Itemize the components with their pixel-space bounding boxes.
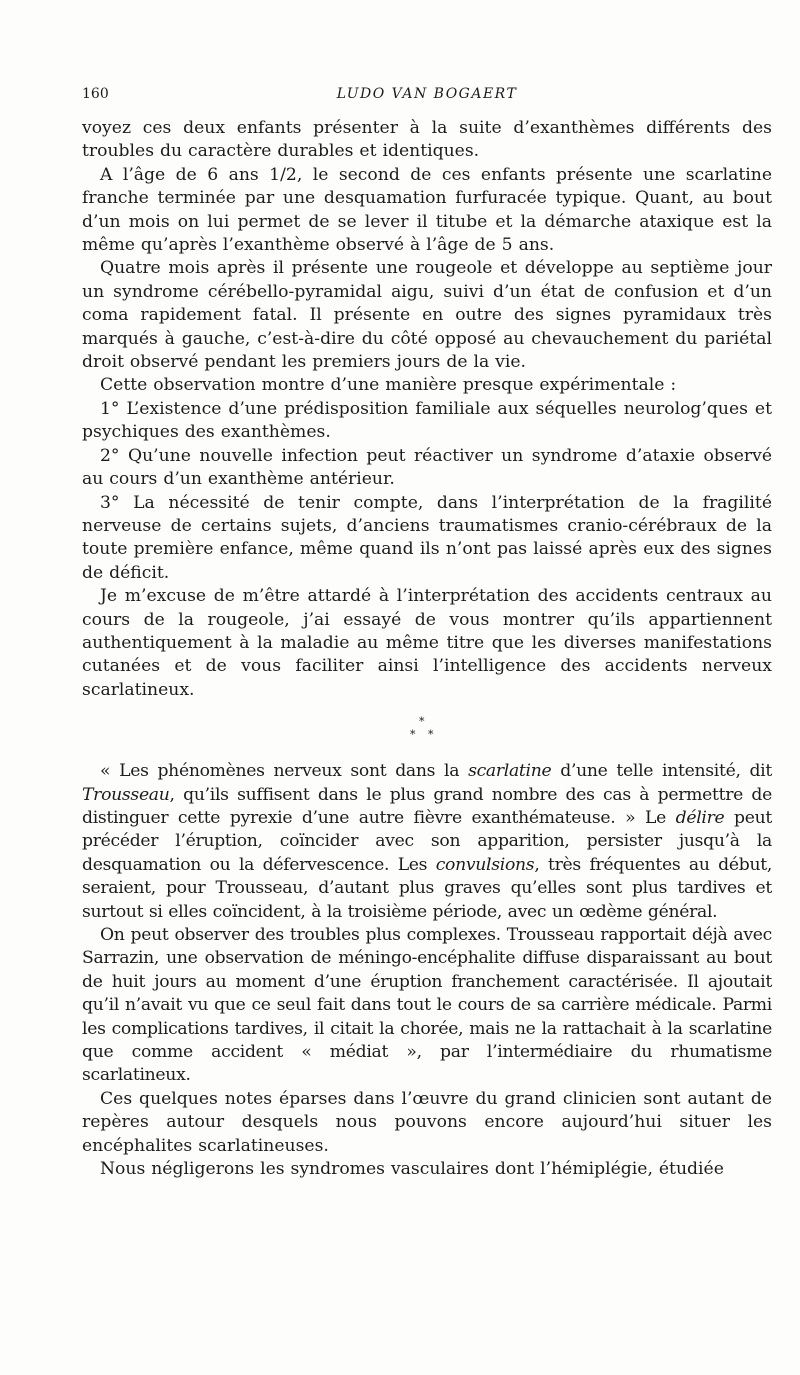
emphasis-term: scarlatine	[468, 761, 552, 782]
text-run	[635, 808, 645, 828]
text-run: d’une telle intensité, dit	[551, 761, 772, 782]
quote-paragraph	[82, 760, 772, 924]
emphasis-term: convulsions	[435, 854, 535, 875]
paragraph: 1° L’existence d’une prédisposition familiale aux séquelles neurolog’ques et psychiques des exanthèmes.	[82, 398, 772, 443]
text-run: « Les phénomènes nerveux sont dans la	[100, 761, 469, 782]
emphasis-term: délire	[675, 807, 725, 828]
paragraph: A l’âge de 6 ans 1/2, le second de ces enfants présente une scarlatine franche terminée par une desquamation furfuracée typique. Quant, au bout d’un mois on lui permet de se lever il titube et la démarche ataxique est la même qu’après l’exanthème observé à l’âge de 5 ans.	[82, 164, 772, 256]
paragraph: Cette observation montre d’une manière presque expérimentale :	[100, 375, 677, 396]
paragraph: Je m’excuse de m’être attardé à l’interprétation des accidents centraux au cours de la rougeole, j’ai essayé de vous montrer qu’ils appartiennent authentiquement à la maladie au même titre que les diverses manifestations cutanées et de vous faciliter ainsi l’intelligence des accidents nerveux scarlatineux.	[82, 586, 772, 700]
page-header	[82, 86, 772, 108]
text-run: , qu’ils suffisent dans le plus grand nombre des cas à permettre de distinguer cette pyrexie d’une autre fièvre exanthémateuse. »	[82, 784, 772, 828]
paragraph: 2° Qu’une nouvelle infection peut réactiver un syndrome d’ataxie observé au cours d’un exanthème antérieur.	[82, 445, 772, 490]
running-head: LUDO VAN BOGAERT	[336, 86, 518, 102]
page-body	[82, 117, 772, 1181]
text-run: , très fréquentes au début, seraient, pour Trousseau, d’autant plus graves qu’elles sont plus tardives et surtout si elles coïncident, à la troisième période, avec un œdème général.	[82, 854, 772, 922]
text-run: peut précéder l’éruption, coïncider avec son apparition, persister jusqu’à la desquamation ou la défervescence. Les	[82, 807, 773, 875]
paragraph: On peut observer des troubles plus complexes. Trousseau rapportait déjà avec Sarrazin, une observation de méningo-encéphalite diffuse disparaissant au bout de huit jours au moment d’une éruption franchement caractérisée. Il ajoutait qu’il n’avait vu que ce seul fait dans tout le cours de sa carrière médicale. Parmi les complications tardives, il citait la chorée, mais ne la rattachait à la scarlatine que comme accident « médiat », par l’intermédiaire du rhumatisme scarlatineux.	[82, 925, 772, 1086]
paragraph: 3° La nécessité de tenir compte, dans l’interprétation de la fragilité nerveuse de certains sujets, d’anciens traumatismes cranio-cérébraux de la toute première enfance, même quand ils n’ont pas laissé après eux des signes de déficit.	[82, 492, 772, 583]
page-number: 160	[82, 86, 109, 102]
paragraph: Quatre mois après il présente une rougeole et développe au septième jour un syndrome cérébello-pyramidal aigu, suivi d’un état de confusion et d’un coma rapidement fatal. Il présente en outre des signes pyramidaux très marqués à gauche, c’est-à-dire du côté opposé au chevauchement du pariétal droit observé pendant les premiers jours de la vie.	[82, 258, 772, 373]
author-name: Trousseau	[82, 784, 170, 805]
asterisk: *	[410, 728, 416, 742]
section-asterism	[82, 704, 772, 760]
asterisk: *	[419, 715, 425, 729]
text-run: Le	[645, 807, 676, 828]
paragraph: voyez ces deux enfants présenter à la suite d’exanthèmes différents des troubles du caractère durables et identiques.	[82, 118, 772, 162]
paragraph: Nous négligerons les syndromes vasculaires dont l’hémiplégie, étudiée	[100, 1159, 724, 1180]
paragraph: Ces quelques notes éparses dans l’œuvre du grand clinicien sont autant de repères autour desquels nous pouvons encore aujourd’hui situer les encéphalites scarlatineuses.	[82, 1088, 772, 1156]
asterisk: *	[428, 728, 434, 742]
